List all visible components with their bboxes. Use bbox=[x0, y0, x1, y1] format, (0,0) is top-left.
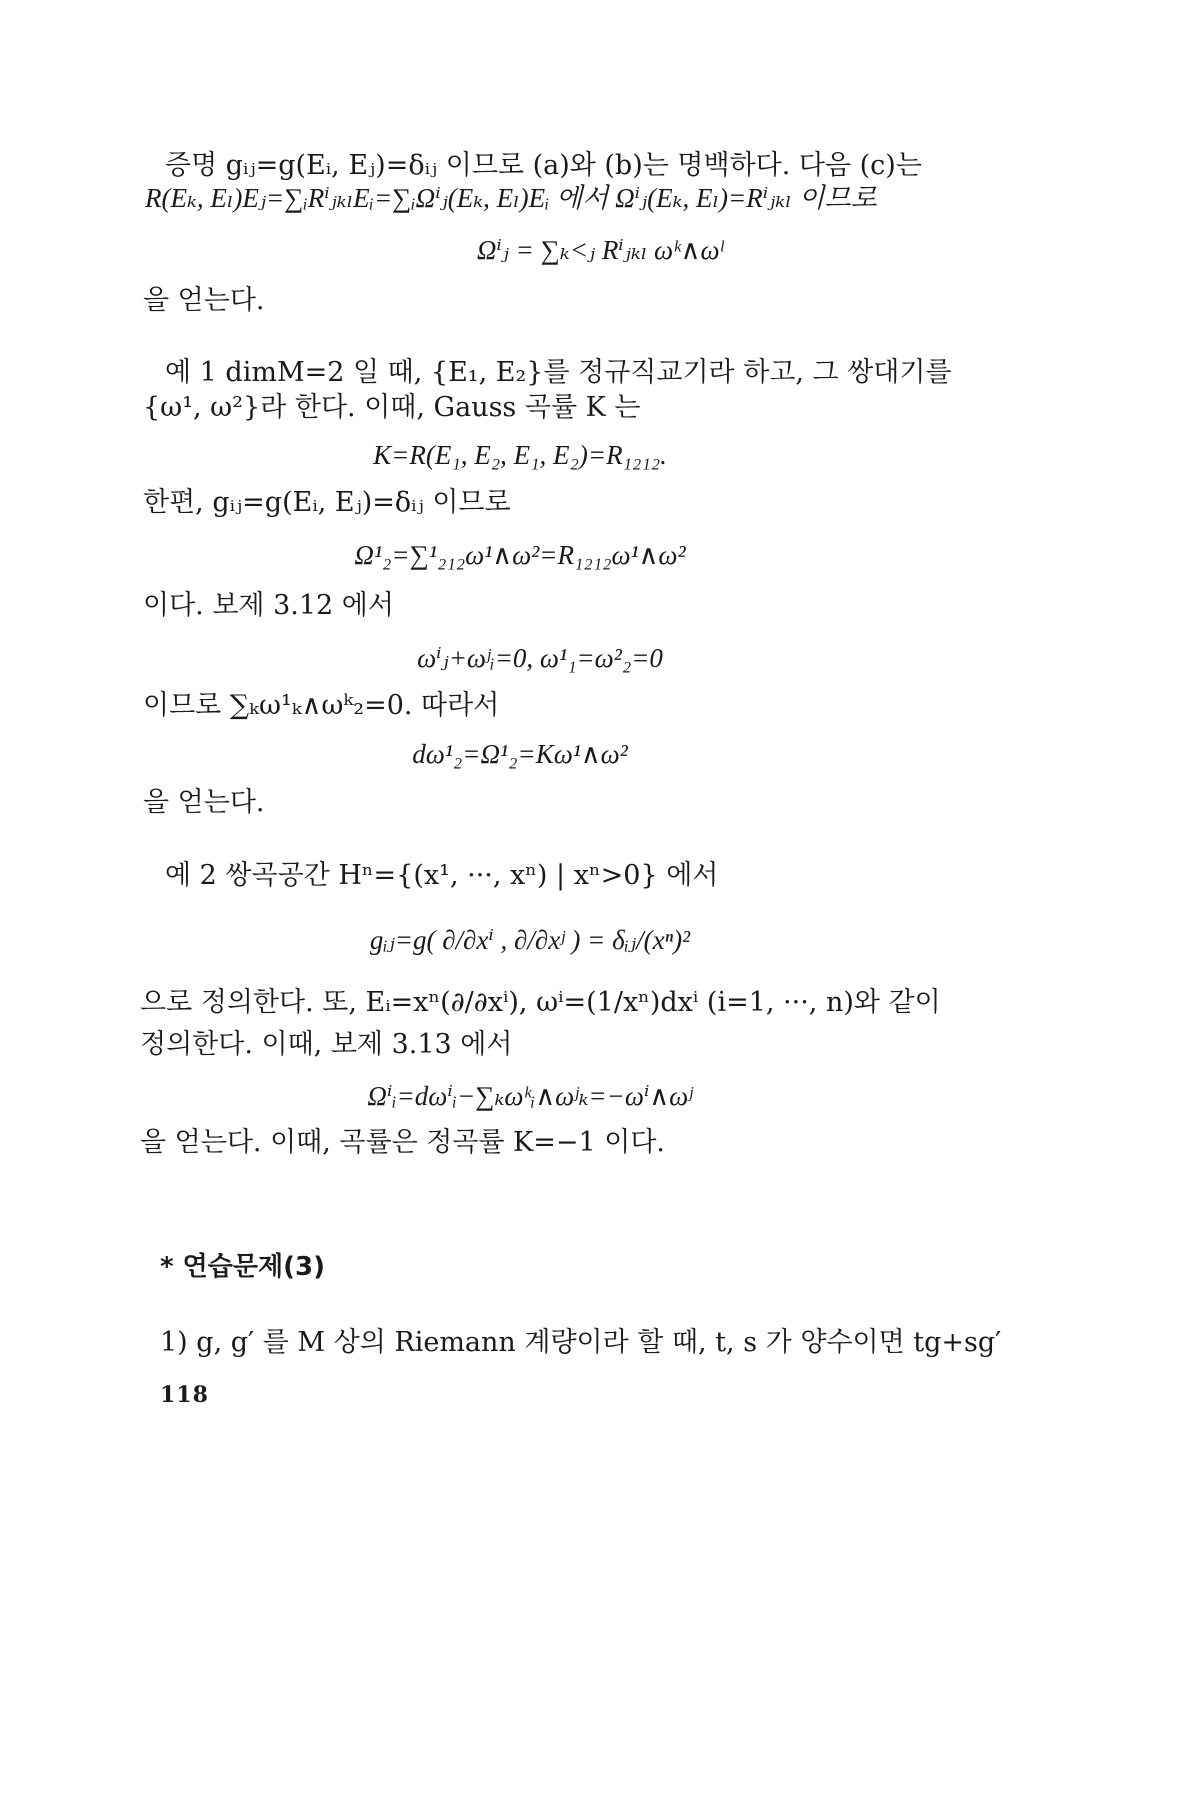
example1-line-6: 을 얻는다. bbox=[143, 787, 265, 818]
example1-equation-3: ωⁱⱼ+ωʲᵢ=0, ω¹₁=ω²₂=0 bbox=[417, 643, 663, 673]
example1-line-3: 한편, gᵢⱼ=g(Eᵢ, Eⱼ)=δᵢⱼ 이므로 bbox=[143, 487, 511, 518]
exercise-item-1: 1) g, g′ 를 M 상의 Riemann 계량이라 할 때, t, s 가 양수이면 tg+sg′ bbox=[160, 1327, 1002, 1358]
example1-line-2: {ω¹, ω²}라 한다. 이때, Gauss 곡률 K 는 bbox=[143, 392, 641, 423]
example2-equation-2: Ωⁱᵢ=dωⁱᵢ−∑ₖωᵏᵢ∧ωʲₖ=−ωⁱ∧ωʲ bbox=[367, 1081, 693, 1111]
example2-line-4: 을 얻는다. 이때, 곡률은 정곡률 K=−1 이다. bbox=[140, 1127, 665, 1158]
example1-line-1: 예 1 dimM=2 일 때, {E₁, E₂}를 정규직교기라 하고, 그 쌍대기를 bbox=[165, 357, 952, 388]
example2-line-1: 예 2 쌍곡공간 Hⁿ={(x¹, ···, xⁿ) | xⁿ>0} 에서 bbox=[165, 860, 719, 891]
proof-line-3: 을 얻는다. bbox=[143, 285, 265, 316]
example2-line-2: 으로 정의한다. 또, Eᵢ=xⁿ(∂/∂xⁱ), ωⁱ=(1/xⁿ)dxⁱ (i=1, ···, n)와 같이 bbox=[140, 987, 941, 1018]
proof-line-1: 증명 gᵢⱼ=g(Eᵢ, Eⱼ)=δᵢⱼ 이므로 (a)와 (b)는 명백하다. 다음 (c)는 bbox=[165, 150, 922, 181]
example1-equation-1: K=R(E₁, E₂, E₁, E₂)=R₁₂₁₂. bbox=[373, 440, 667, 470]
example1-equation-4: dω¹₂=Ω¹₂=Kω¹∧ω² bbox=[412, 739, 628, 769]
proof-line-2: R(Eₖ, Eₗ)Eⱼ=∑ᵢRⁱⱼₖₗEᵢ=∑ᵢΩⁱⱼ(Eₖ, Eₗ)Eᵢ 에서 Ωⁱⱼ(Eₖ, Eₗ)=Rⁱⱼₖₗ 이므로 bbox=[145, 183, 877, 213]
example2-line-3: 정의한다. 이때, 보제 3.13 에서 bbox=[140, 1029, 513, 1060]
example1-line-5: 이므로 ∑ₖω¹ₖ∧ωᵏ₂=0. 따라서 bbox=[143, 690, 500, 721]
proof-equation-1: Ωⁱⱼ = ∑ₖ<ⱼ Rⁱⱼₖₗ ωᵏ∧ωˡ bbox=[476, 235, 724, 265]
example1-equation-2: Ω¹₂=∑¹₂₁₂ω¹∧ω²=R₁₂₁₂ω¹∧ω² bbox=[354, 540, 686, 570]
page-number: 118 bbox=[160, 1382, 209, 1408]
example1-line-4: 이다. 보제 3.12 에서 bbox=[143, 590, 394, 621]
example2-equation-1: gᵢⱼ=g( ∂/∂xⁱ , ∂/∂xʲ ) = δᵢⱼ/(xⁿ)² bbox=[369, 925, 691, 955]
exercises-heading: * 연습문제(3) bbox=[160, 1252, 325, 1282]
